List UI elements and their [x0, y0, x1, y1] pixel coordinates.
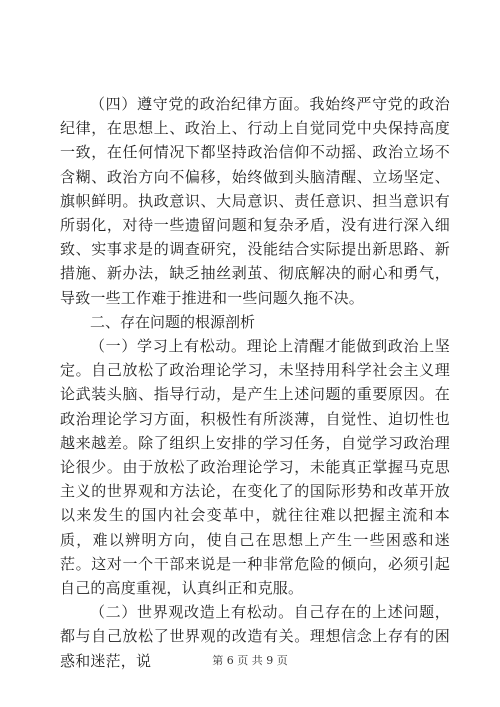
paragraph-political-discipline: （四）遵守党的政治纪律方面。我始终严守党的政治纪律，在思想上、政治上、行动上自觉同党中央保持高度一致，在任何情况下都坚持政治信仰不动摇、政治立场不含糊、政治方向不偏移，始终做到头脑清醒、立场坚定、旗帜鲜明。执政意识、大局意识、责任意识、担当意识有所弱化，对待一些遗留问题和复杂矛盾，没有进行深入细致、实事求是的调查研究，没能结合实际提出新思路、新措施、新办法，缺乏抽丝剥茧、彻底解决的耐心和勇气，导致一些工作难于推进和一些问题久拖不决。	[60, 95, 450, 307]
paragraph-worldview-looseness: （二）世界观改造上有松动。自己存在的上述问题，都与自己放松了世界观的改造有关。理想信念上存有的困惑和迷茫，说	[60, 603, 450, 670]
paragraph-study-looseness: （一）学习上有松动。理论上清醒才能做到政治上坚定。自己放松了政治理论学习，未坚持用科学社会主义理论武装头脑、指导行动，是产生上述问题的重要原因。在政治理论学习方面，积极性有所淡薄，自觉性、迫切性也越来越差。除了组织上安排的学习任务，自觉学习政治理论很少。由于放松了政治理论学习，未能真正掌握马克思主义的世界观和方法论，在变化了的国际形势和改革开放以来发生的国内社会变革中，就往往难以把握主流和本质，难以辨明方向，使自己在思想上产生一些困惑和迷茫。这对一个干部来说是一种非常危险的倾向，必须引起自己的高度重视，认真纠正和克服。	[60, 337, 450, 598]
document-body	[60, 92, 450, 673]
section-heading-root-causes: 二、存在问题的根源剖析	[90, 312, 256, 331]
page-number-footer: 第 6 页 共 9 页	[212, 654, 288, 667]
